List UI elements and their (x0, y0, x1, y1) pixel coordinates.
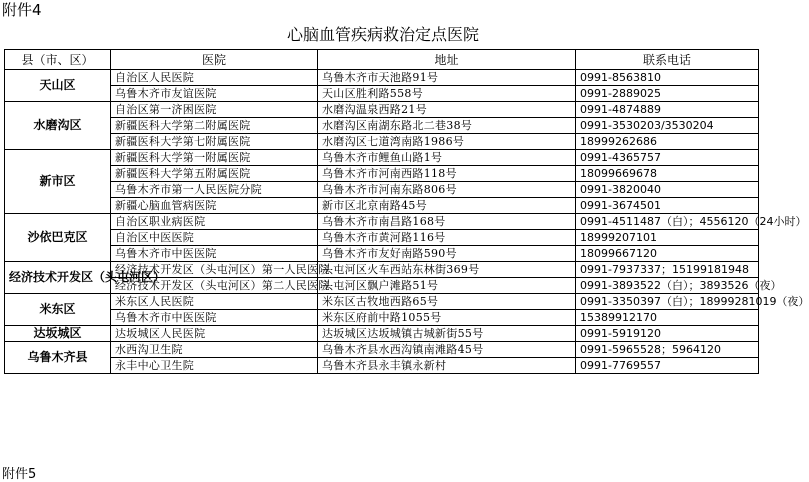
hospital-name-cell: 新疆心脑血管病医院 (111, 198, 318, 214)
table-row (5, 134, 759, 150)
attachment-label: 附件4 (2, 1, 42, 19)
hospital-name-cell: 乌鲁木齐市第一人民医院分院 (111, 182, 318, 198)
district-cell: 新市区 (5, 150, 111, 214)
hospital-name-cell: 米东区人民医院 (111, 294, 318, 310)
phone-cell: 0991-7937337；15199181948 (576, 262, 759, 278)
hospital-name-cell: 永丰中心卫生院 (111, 358, 318, 374)
address-cell: 乌鲁木齐市河南西路118号 (318, 166, 576, 182)
phone-cell: 0991-3350397（白）；18999281019（夜） (576, 294, 759, 310)
district-cell: 水磨沟区 (5, 102, 111, 150)
hospital-name-cell: 经济技术开发区（头屯河区）第一人民医院 (111, 262, 318, 278)
table-row (5, 326, 759, 342)
hospital-name-cell: 水西沟卫生院 (111, 342, 318, 358)
phone-cell: 0991-8563810 (576, 70, 759, 86)
column-header-phone: 联系电话 (576, 50, 759, 70)
address-cell: 乌鲁木齐县永丰镇永新村 (318, 358, 576, 374)
table-row (5, 214, 759, 230)
hospital-name-cell: 新疆医科大学第五附属医院 (111, 166, 318, 182)
address-cell: 乌鲁木齐市天池路91号 (318, 70, 576, 86)
address-cell: 乌鲁木齐市鲤鱼山路1号 (318, 150, 576, 166)
address-cell: 水磨沟温泉西路21号 (318, 102, 576, 118)
table-row (5, 118, 759, 134)
hospital-name-cell: 乌鲁木齐市友谊医院 (111, 86, 318, 102)
table-row (5, 230, 759, 246)
address-cell: 乌鲁木齐县水西沟镇南滩路45号 (318, 342, 576, 358)
phone-cell: 0991-3893522（白）；3893526（夜） (576, 278, 759, 294)
phone-cell: 0991-5919120 (576, 326, 759, 342)
district-cell: 经济技术开发区（头屯河区） (5, 262, 111, 294)
phone-cell: 0991-4874889 (576, 102, 759, 118)
next-attachment-label: 附件5 (2, 467, 37, 482)
phone-cell: 18999207101 (576, 230, 759, 246)
phone-cell: 18999262686 (576, 134, 759, 150)
phone-cell: 0991-7769557 (576, 358, 759, 374)
phone-cell: 0991-5965528；5964120 (576, 342, 759, 358)
table-row (5, 86, 759, 102)
hospital-name-cell: 自治区中医医院 (111, 230, 318, 246)
phone-cell: 0991-3820040 (576, 182, 759, 198)
address-cell: 米东区府前中路1055号 (318, 310, 576, 326)
phone-cell: 15389912170 (576, 310, 759, 326)
column-header-address: 地址 (318, 50, 576, 70)
hospital-name-cell: 新疆医科大学第二附属医院 (111, 118, 318, 134)
table-row (5, 278, 759, 294)
hospital-table (4, 49, 809, 374)
table-row (5, 294, 759, 310)
table-row (5, 358, 759, 374)
table-row (5, 150, 759, 166)
hospital-name-cell: 自治区职业病医院 (111, 214, 318, 230)
hospital-name-cell: 自治区第一济困医院 (111, 102, 318, 118)
district-cell: 天山区 (5, 70, 111, 102)
hospital-name-cell: 达坂城区人民医院 (111, 326, 318, 342)
address-cell: 头屯河区火车西站东林街369号 (318, 262, 576, 278)
table-row (5, 310, 759, 326)
phone-cell: 0991-3674501 (576, 198, 759, 214)
hospital-name-cell: 乌鲁木齐市中医医院 (111, 246, 318, 262)
column-header-hospital: 医院 (111, 50, 318, 70)
phone-cell: 0991-2889025 (576, 86, 759, 102)
address-cell: 乌鲁木齐市南昌路168号 (318, 214, 576, 230)
table-row (5, 166, 759, 182)
address-cell: 乌鲁木齐市黄河路116号 (318, 230, 576, 246)
address-cell: 新市区北京南路45号 (318, 198, 576, 214)
document-title: 心脑血管疾病救治定点医院 (286, 25, 479, 44)
address-cell: 水磨沟区南湖东路北二巷38号 (318, 118, 576, 134)
hospital-name-cell: 乌鲁木齐市中医医院 (111, 310, 318, 326)
hospital-name-cell: 经济技术开发区（头屯河区）第二人民医院 (111, 278, 318, 294)
hospital-name-cell: 自治区人民医院 (111, 70, 318, 86)
address-cell: 米东区古牧地西路65号 (318, 294, 576, 310)
table-row (5, 182, 759, 198)
column-header-district: 县（市、区） (5, 50, 111, 70)
table-row (5, 102, 759, 118)
hospital-name-cell: 新疆医科大学第一附属医院 (111, 150, 318, 166)
address-cell: 乌鲁木齐市友好南路590号 (318, 246, 576, 262)
table-row (5, 246, 759, 262)
phone-cell: 0991-4511487（白）；4556120（24小时） (576, 214, 759, 230)
phone-cell: 18099667120 (576, 246, 759, 262)
table-row (5, 342, 759, 358)
address-cell: 乌鲁木齐市河南东路806号 (318, 182, 576, 198)
district-cell: 沙依巴克区 (5, 214, 111, 262)
district-cell: 达坂城区 (5, 326, 111, 342)
address-cell: 达坂城区达坂城镇古城新街55号 (318, 326, 576, 342)
phone-cell: 0991-4365757 (576, 150, 759, 166)
phone-cell: 0991-3530203/3530204 (576, 118, 759, 134)
table-header-row (5, 50, 759, 70)
district-cell: 乌鲁木齐县 (5, 342, 111, 374)
table-row (5, 262, 759, 278)
hospital-name-cell: 新疆医科大学第七附属医院 (111, 134, 318, 150)
address-cell: 头屯河区飘户滩路51号 (318, 278, 576, 294)
table-row (5, 70, 759, 86)
phone-cell: 18099669678 (576, 166, 759, 182)
district-cell: 米东区 (5, 294, 111, 326)
table-row (5, 198, 759, 214)
address-cell: 天山区胜利路558号 (318, 86, 576, 102)
address-cell: 水磨沟区七道湾南路1986号 (318, 134, 576, 150)
